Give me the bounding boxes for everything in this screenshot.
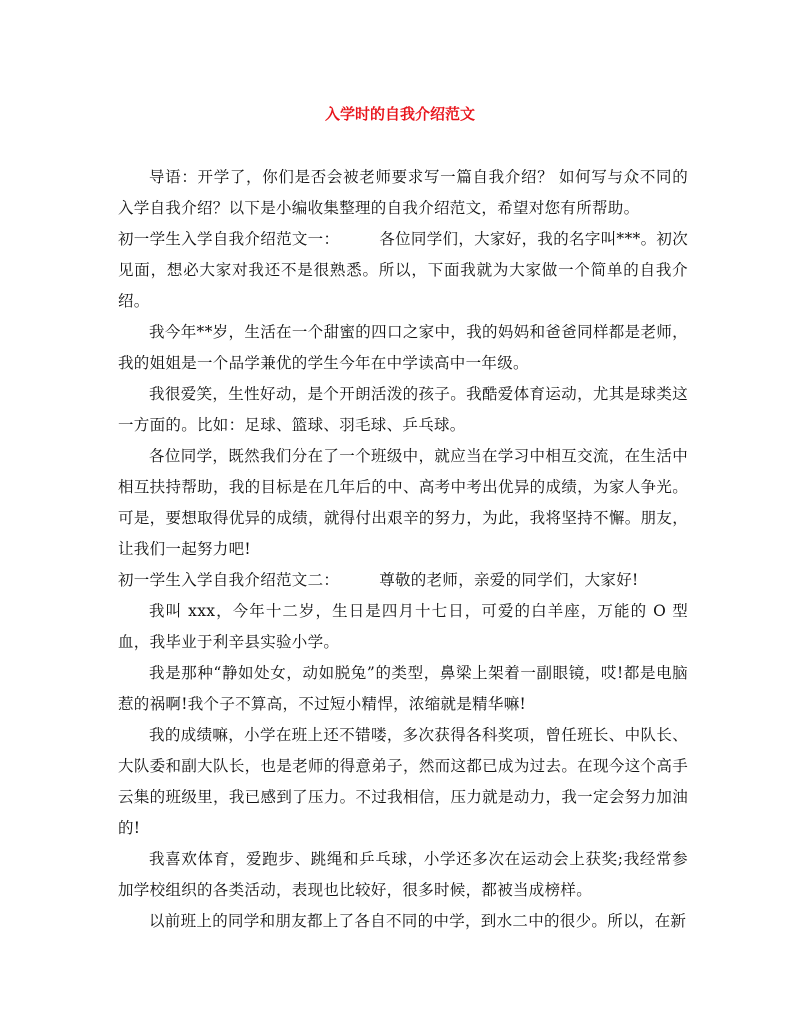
- paragraph-grades: 我的成绩嘛，小学在班上还不错喽，多次获得各科奖项，曾任班长、中队长、大队委和副大队长，也是老师的得意弟子，然而这都已成为过去。在现今这个高手云集的班级里，我已感到了压力。不过我相信，压力就是动力，我一定会努力加油的!: [118, 726, 688, 837]
- paragraph-sample-one-heading: [118, 224, 688, 317]
- paragraph-appearance: 我是那种“静如处女，动如脱兔”的类型，鼻梁上架着一副眼镜，哎!都是电脑惹的祸啊!我个子不算高，不过短小精悍，浓缩就是精华嘛!: [118, 664, 688, 713]
- document-body: [118, 162, 688, 937]
- paragraph-personality: 我很爱笑，生性好动，是个开朗活泼的孩子。我酷爱体育运动，尤其是球类这一方面的。比如：足球、篮球、羽毛球、乒乓球。: [118, 385, 688, 434]
- paragraph-goals: 各位同学，既然我们分在了一个班级中，就应当在学习中相互交流，在生活中相互扶持帮助，我的目标是在几年后的中、高考中考出优异的成绩，为家人争光。可是，要想取得优异的成绩，就得付出艰辛的努力，为此，我将坚持不懈。朋友，让我们一起努力吧!: [118, 447, 688, 558]
- sample-one-opening: 各位同学们，大家好，我的名字叫***。初次见面，想必大家对我还不是很熟悉。所以，下面我就为大家做一个简单的自我介绍。: [118, 230, 688, 310]
- paragraph-family: 我今年**岁，生活在一个甜蜜的四口之家中，我的妈妈和爸爸同样都是老师，我的姐姐是一个品学兼优的学生今年在中学读高中一年级。: [118, 323, 688, 372]
- paragraph-basic-info: 我叫 xxx，今年十二岁，生日是四月十七日，可爱的白羊座，万能的 O 型血，我毕业于利辛县实验小学。: [118, 602, 688, 651]
- document-title: 入学时的自我介绍范文: [324, 105, 475, 123]
- sample-two-opening: 尊敬的老师，亲爱的同学们，大家好!: [379, 571, 639, 589]
- paragraph-hobbies: 我喜欢体育，爱跑步、跳绳和乒乓球，小学还多次在运动会上获奖;我经常参加学校组织的各类活动，表现也比较好，很多时候，都被当成榜样。: [118, 850, 688, 899]
- paragraph-friends: 以前班上的同学和朋友都上了各自不同的中学，到水二中的很少。所以，在新: [149, 912, 687, 930]
- paragraph-sample-two-heading: [118, 565, 688, 596]
- sample-one-label: 初一学生入学自我介绍范文一：: [118, 230, 340, 248]
- sample-two-label: 初一学生入学自我介绍范文二：: [118, 571, 340, 589]
- paragraph-intro: 导语：开学了，你们是否会被老师要求写一篇自我介绍？ 如何写与众不同的入学自我介绍？以下是小编收集整理的自我介绍范文，希望对您有所帮助。: [118, 168, 688, 217]
